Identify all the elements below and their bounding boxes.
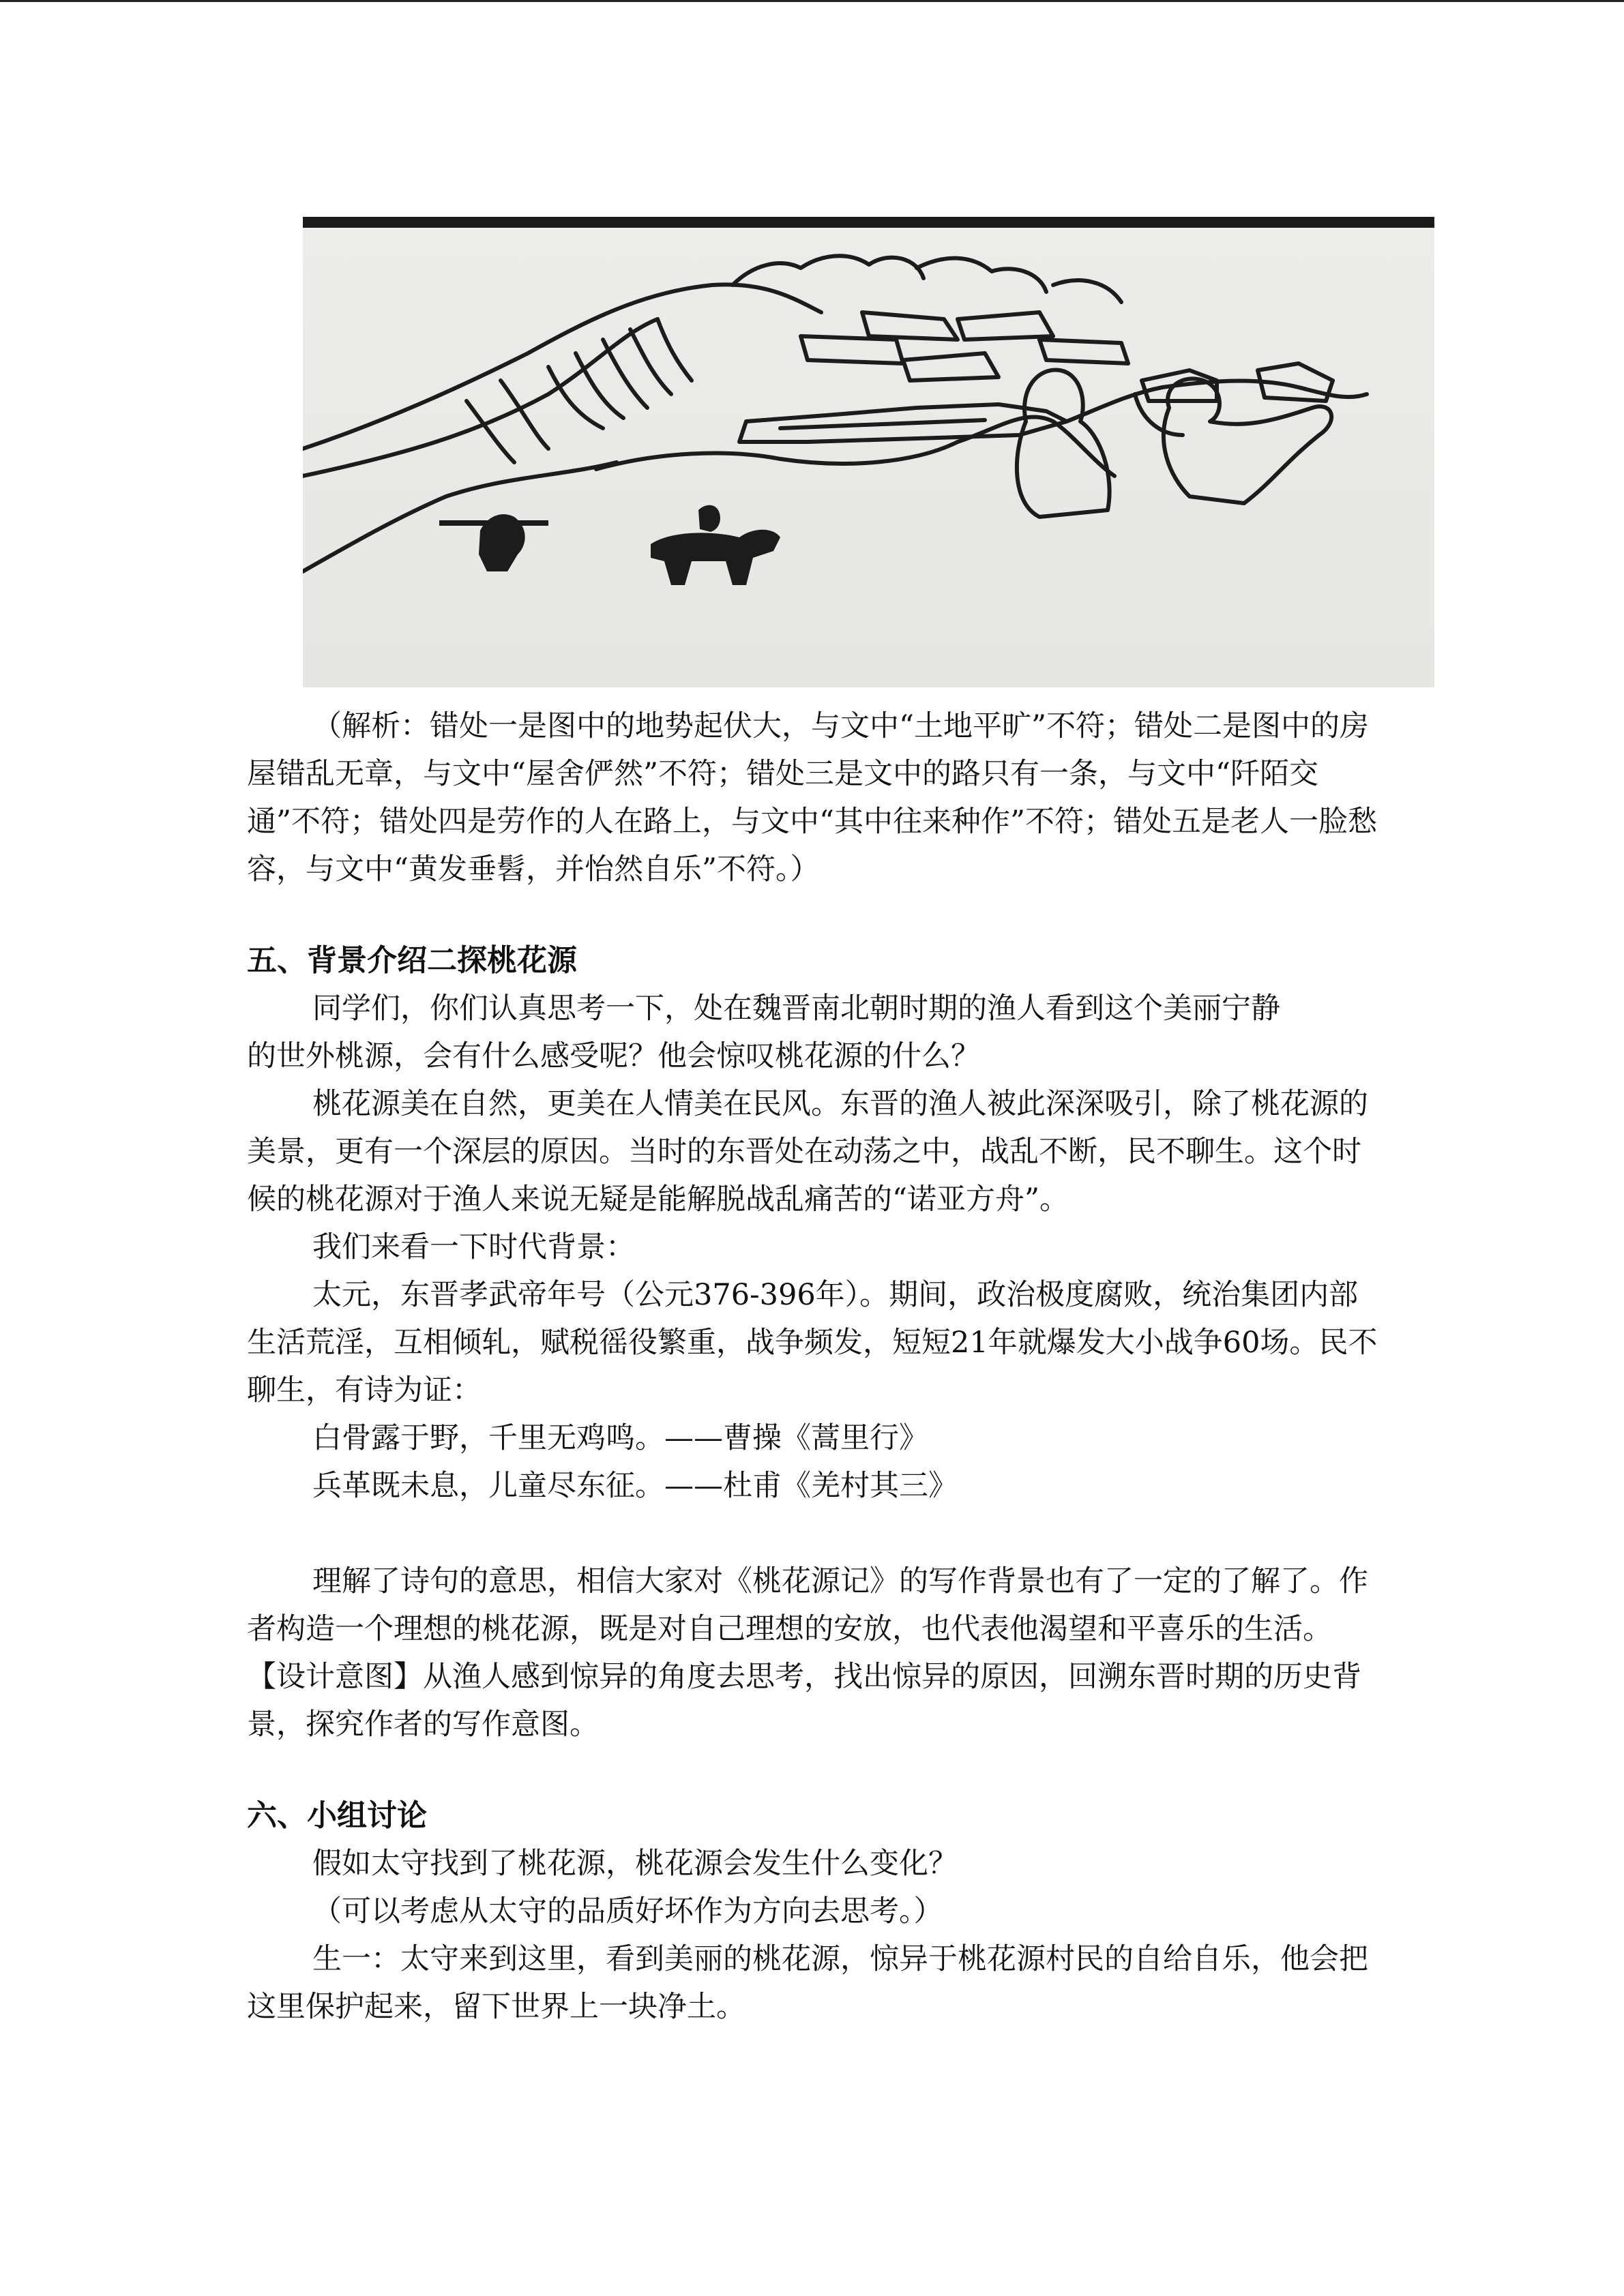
section-five-paragraph-4: 太元，东晋孝武帝年号（公元376-396年）。期间，政治极度腐败，统治集团内部生活荒淫，互相倾轧，赋税徭役繁重，战争频发，短短21年就爆发大小战争60场。民不聊生，有诗为证： xyxy=(247,1278,1378,1407)
section-five-heading: 五、背景介绍二探桃花源 xyxy=(247,943,577,978)
section-five-paragraph-3: 我们来看一下时代背景： xyxy=(312,1230,635,1264)
ink-drawing-icon xyxy=(303,217,1434,687)
poem-line-2: 兵革既未息，儿童尽东征。——杜甫《羌村其三》 xyxy=(312,1469,958,1503)
poem-line-1: 白骨露于野，千里无鸡鸣。——曹操《蒿里行》 xyxy=(312,1421,928,1455)
section-five-paragraph-5: 理解了诗句的意思，相信大家对《桃花源记》的写作背景也有了一定的了解了。作者构造一个理想的桃花源，既是对自己理想的安放，也代表他渴望和平喜乐的生活。 xyxy=(247,1564,1368,1646)
analysis-paragraph: （解析：错处一是图中的地势起伏大，与文中“土地平旷”不符；错处二是图中的房屋错乱无章，与文中“屋舍俨然”不符；错处三是文中的路只有一条，与文中“阡陌交通”不符；错处四是劳作的人在路上，与文中“其中往来种作”不符；错处五是老人一脸愁容，与文中“黄发垂髫，并怡然自乐”不符。） xyxy=(247,709,1377,886)
page-top-border xyxy=(0,0,1624,2)
spacer xyxy=(247,1510,1379,1557)
section-six-question: 假如太守找到了桃花源，桃花源会发生什么变化？ xyxy=(312,1847,958,1881)
section-six-hint: （可以考虑从太守的品质好坏作为方向去思考。） xyxy=(312,1894,943,1928)
section-five-paragraph-1b: 的世外桃源，会有什么感受呢？他会惊叹桃花源的什么？ xyxy=(247,1039,980,1073)
design-intent: 【设计意图】从渔人感到惊异的角度去思考，找出惊异的原因，回溯东晋时期的历史背景，探究作者的写作意图。 xyxy=(247,1660,1361,1742)
section-six-heading: 六、小组讨论 xyxy=(247,1798,427,1833)
section-five-paragraph-2: 桃花源美在自然，更美在人情美在民风。东晋的渔人被此深深吸引，除了桃花源的美景，更有一个深层的原因。当时的东晋处在动荡之中，战乱不断，民不聊生。这个时候的桃花源对于渔人来说无疑是能解脱战乱痛苦的“诺亚方舟”。 xyxy=(247,1087,1368,1217)
illustration-image xyxy=(303,217,1434,687)
section-five-paragraph-1a: 同学们，你们认真思考一下，处在魏晋南北朝时期的渔人看到这个美丽宁静 xyxy=(312,992,1280,1026)
section-six-student-1: 生一：太守来到这里，看到美丽的桃花源，惊异于桃花源村民的自给自乐，他会把这里保护起来，留下世界上一块净土。 xyxy=(247,1942,1368,2024)
document-body xyxy=(247,702,1379,2031)
